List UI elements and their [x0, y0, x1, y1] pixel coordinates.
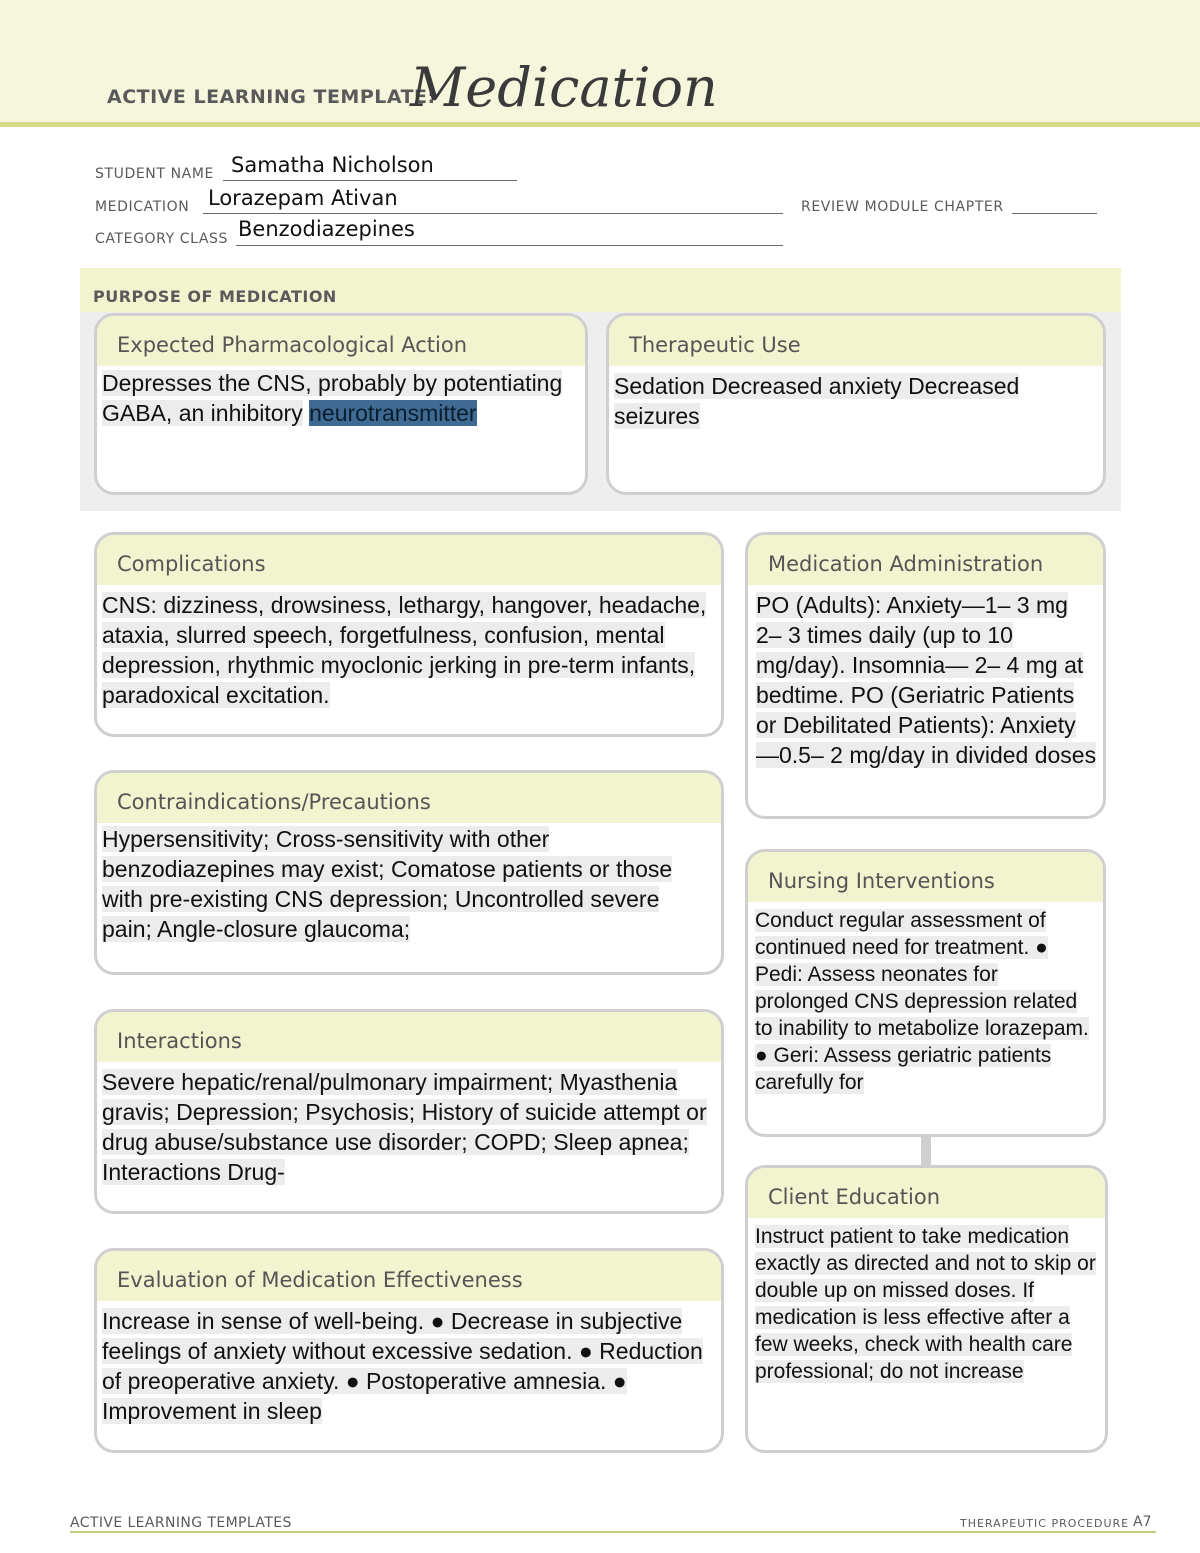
category-label: CATEGORY CLASS — [95, 231, 229, 247]
nursing-text[interactable] — [755, 907, 1097, 1096]
interactions-box — [94, 1009, 724, 1214]
administration-text-main: PO (Adults): Anxiety—1– 3 mg 2– 3 times daily (up to 10 mg/day). Insomnia— 2– 4 mg at bedtime. PO (Geriatric Patients or Debilitated Patients): Anxiety—0.5– 2 mg/day in divided doses — [756, 592, 1097, 768]
administration-title: Medication Administration — [768, 552, 1044, 576]
interactions-title: Interactions — [117, 1029, 242, 1053]
education-text-main: Instruct patient to take medication exactly as directed and not to skip or double up on missed doses. If medication is less effective after a few weeks, check with health care professional; do not increase — [755, 1225, 1096, 1383]
education-box — [745, 1165, 1108, 1453]
education-text[interactable] — [755, 1223, 1099, 1385]
complications-text[interactable] — [102, 590, 715, 710]
review-module-label: REVIEW MODULE CHAPTER — [801, 199, 1004, 215]
category-line — [236, 245, 783, 246]
therapeutic-use-text-main: Sedation Decreased anxiety Decreased seizures — [614, 373, 1020, 429]
expected-action-title: Expected Pharmacological Action — [117, 333, 468, 357]
expected-action-box — [94, 313, 588, 495]
therapeutic-use-box — [606, 313, 1106, 495]
footer-right-label: THERAPEUTIC PROCEDURE — [960, 1517, 1130, 1530]
nursing-box — [745, 849, 1106, 1137]
therapeutic-use-title: Therapeutic Use — [629, 333, 801, 357]
medication-value[interactable]: Lorazepam Ativan — [208, 186, 398, 210]
footer-left-label: ACTIVE LEARNING TEMPLATES — [70, 1515, 292, 1531]
complications-box — [94, 532, 724, 737]
complications-text-main: CNS: dizziness, drowsiness, lethargy, hangover, headache, ataxia, slurred speech, forgetfulness, confusion, mental depression, rhythmic myoclonic jerking in pre-term infants, paradoxical excitation. — [102, 592, 707, 708]
complications-title: Complications — [117, 552, 266, 576]
footer-rule — [70, 1531, 1156, 1533]
contraindications-box — [94, 770, 724, 975]
student-name-value[interactable]: Samatha Nicholson — [231, 153, 434, 177]
footer-page-number: A7 — [1133, 1514, 1152, 1530]
administration-box — [745, 532, 1106, 819]
student-name-label: STUDENT NAME — [95, 166, 214, 182]
page-title: Medication — [410, 56, 718, 119]
review-module-line[interactable] — [1012, 213, 1097, 214]
connector-bar — [921, 1136, 931, 1166]
contraindications-text[interactable] — [102, 824, 715, 944]
evaluation-text-main: Increase in sense of well-being. ● Decrease in subjective feelings of anxiety without excessive sedation. ● Reduction of preoperative anxiety. ● Postoperative amnesia. ● Improvement in sleep — [102, 1308, 703, 1424]
student-name-line — [223, 180, 517, 181]
expected-action-highlight: neurotransmitter — [309, 400, 477, 426]
evaluation-title: Evaluation of Medication Effectiveness — [117, 1268, 523, 1292]
template-label: ACTIVE LEARNING TEMPLATE: — [107, 86, 436, 108]
nursing-text-main: Conduct regular assessment of continued need for treatment. ● Pedi: Assess neonates for prolonged CNS depression related to inability to metabolize lorazepam. ● Geri: Assess geriatric patients carefully for — [755, 909, 1089, 1094]
administration-text[interactable] — [756, 590, 1097, 770]
purpose-label: PURPOSE OF MEDICATION — [93, 287, 337, 306]
medication-line — [203, 213, 783, 214]
expected-action-text[interactable] — [102, 368, 579, 428]
header-rule — [0, 122, 1200, 127]
contraindications-text-main: Hypersensitivity; Cross-sensitivity with other benzodiazepines may exist; Comatose patients or those with pre-existing CNS depression; Uncontrolled severe pain; Angle-closure glaucoma; — [102, 826, 673, 942]
evaluation-box — [94, 1248, 724, 1453]
category-value[interactable]: Benzodiazepines — [238, 217, 415, 241]
medication-label: MEDICATION — [95, 199, 190, 215]
education-title: Client Education — [768, 1185, 941, 1209]
therapeutic-use-text[interactable] — [614, 371, 1097, 431]
evaluation-text[interactable] — [102, 1306, 715, 1426]
interactions-text-main: Severe hepatic/renal/pulmonary impairment; Myasthenia gravis; Depression; Psychosis; History of suicide attempt or drug abuse/substance use disorder; COPD; Sleep apnea; Interactions Drug- — [102, 1069, 707, 1185]
interactions-text[interactable] — [102, 1067, 715, 1187]
nursing-title: Nursing Interventions — [768, 869, 995, 893]
contraindications-title: Contraindications/Precautions — [117, 790, 431, 814]
expected-action-text-main: Depresses the CNS, probably by potentiating GABA, an inhibitory — [102, 370, 563, 426]
